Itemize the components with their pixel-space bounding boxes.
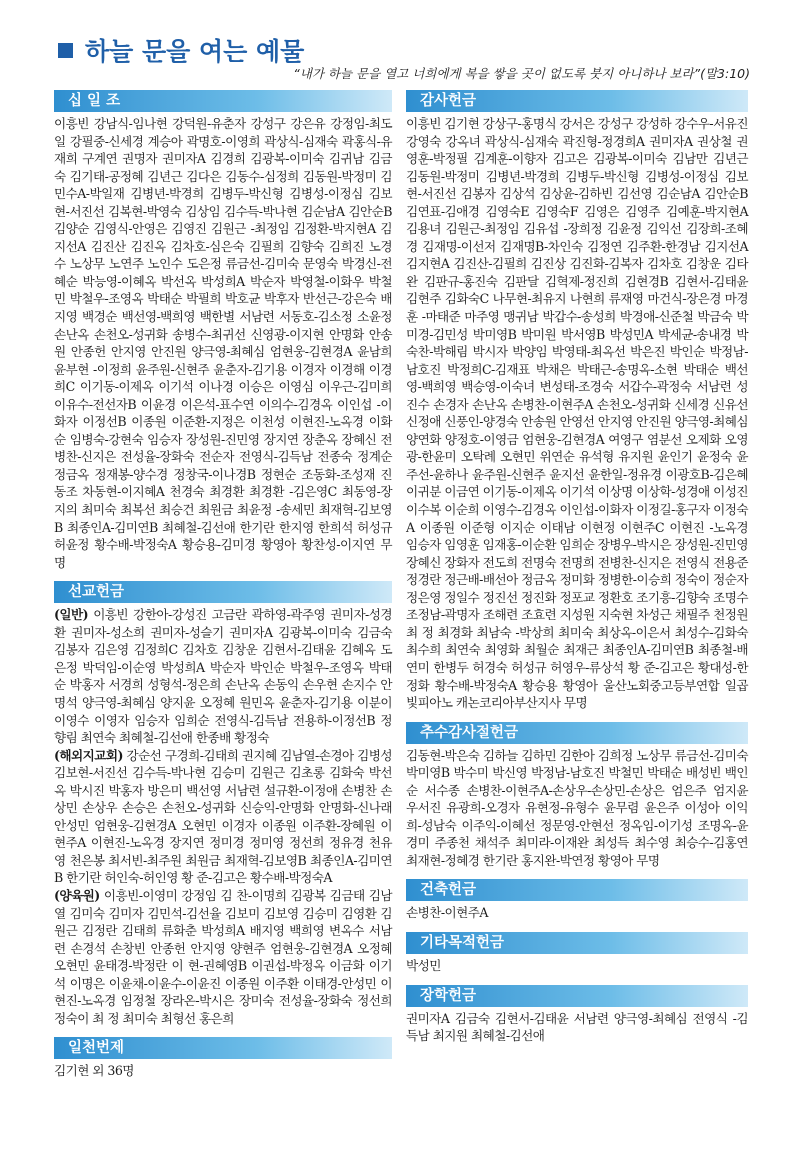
section-body-other-purpose: 박성민 xyxy=(406,957,441,973)
section-body-scholarship: 권미자A 김금숙 김현서-김태윤 서남련 양극영-최혜심 전영식 -김득남 최지원 최혜철-김선애 xyxy=(406,1010,748,1044)
mission-group-general xyxy=(54,606,392,746)
mission-group-orphanage xyxy=(54,887,392,1027)
section-other-purpose xyxy=(406,932,748,975)
group-text: 이흥빈-이영미 강정임 김 찬-이명희 김광복 김금태 김남열 김미숙 김미자 김민석-김선율 김보미 김보영 김승미 김영환 김원근 김정란 김태희 류화춘 박성희A 배지영 백희영 변옥수 서남련 손경석 손창빈 안종헌 안지영 양현주 엄현웅-김현경A 오정혜 오현민 윤태경-박정란 이 현-권혜영B 이권섭-박정옥 이금화 이기석 이명은 이윤채-이윤수-이윤진 이종원 이주환 이태경-안성민 이현진-노옥경 임정철 장라온-박시은 장미숙 전성율-장화숙 정선희 정숙이 최 정 최미숙 최형선 홍은희 xyxy=(54,887,392,1026)
group-label: (해외지교회) xyxy=(54,747,123,763)
section-building xyxy=(406,879,748,922)
section-header-tithe: 십 일 조 xyxy=(54,90,392,112)
section-body-burnt-offering: 김기현 외 36명 xyxy=(54,1063,134,1079)
section-burnt-offering xyxy=(54,1037,392,1080)
left-column xyxy=(54,90,392,1090)
section-header-scholarship: 장학헌금 xyxy=(406,985,748,1007)
scripture-verse: “내가 하늘 문을 열고 너희에게 복을 쌓을 곳이 없도록 붓지 아니하나 보라”(말3:10) xyxy=(293,66,750,81)
section-harvest xyxy=(406,722,748,870)
section-body-mission xyxy=(54,606,392,1027)
section-header-thanks: 감사헌금 xyxy=(406,90,748,112)
section-body-thanks: 이흥빈 김기현 강상구-홍명식 강서은 강성구 강성하 강수우-서유진 강영숙 강옥녀 곽상식-심재숙 곽진형-정경희A 권미자A 권상철 권영훈-박정필 김계훈-이향자 김고은 김광복-이미숙 김남만 김년근 김동원-박정미 김병년-박경희 김병두-박신형 김병성-이정심 김보현-서진선 김봉자 김상석 김상윤-김하빈 김선영 김순남A 김안순B 김연표-김애경 김영숙E 김영숙F 김영은 김영주 김예훈-박지현A 김용녀 김원근-최정임 김유섭 -장희정 김윤정 김익선 김장희-조혜경 김재명-이선저 김재명B-차인숙 김정연 김주환-한경남 김지선A 김지현A 김진산-김필희 김진상 김진화-김복자 김차호 김창운 김타완 김판규-홍진숙 김판달 김혁제-정진희 김현경B 김현서-김태윤 김현주 김화숙C 나무현-최유지 나현희 류재영 마건식-장은경 마경훈 -마태준 마주영 맹귀남 박갑수-송성희 박경애-신준철 박금숙 박미경-김민성 박미영B 박미원 박서영B 박성민A 박세균-송내경 박숙찬-박해림 박시자 박양임 박영태-최옥선 박은진 박인순 박정남-남호진 박정희C-김재표 박채은 박태근-송명옥-소현 박태순 백선영-백희영 백승영-이숙녀 변성태-조경숙 서갑수-곽정숙 서남련 성진수 손경자 손난옥 손병찬-이현주A 손천오-성귀화 신세경 신유선 신정애 신풍인-양경숙 안송원 안영선 안지영 안진원 양극영-최혜심 양연화 양정호-이영금 엄현웅-김현경A 여영구 염분선 오제화 오영광-한윤미 오탁례 오현민 위연순 유석형 유지원 윤인기 윤정숙 윤주선-윤하나 윤주원-신현주 윤지선 윤한일-정유경 이광호B-김은혜 이귀분 이금연 이기동-이제옥 이기석 이상명 이상학-성경애 이성진 이수복 이순희 이영수-김경옥 이인섭-이화자 이정길-홍구자 이정숙A 이종원 이준형 이지순 이태남 이현정 이현주C 이현진 -노옥경 임승자 임영훈 임재홍-이순환 임희순 장병우-박시은 장성원-진민영 장혜신 장화자 전도희 전명숙 전명희 전병찬-신지은 전영식 전용준 정경란 정근배-배선아 정금옥 정미화 정병한-이승희 정숙이 정순자 정은영 정일수 정진선 정진화 정포교 정환호 조기흥-김향숙 조명수 조정남-곽명자 조해련 조효련 지성원 지숙현 차성근 채필주 천정원 최 정 최경화 최남숙 -박상희 최미숙 최상옥-이은서 최성수-김화숙 최수희 최연숙 최영화 최월순 최재근 최종인A-김미연B 최종철-배연미 한병두 허경숙 허성규 허영우-류상석 황 준-김고은 황대성-한정화 황수배-박정숙A 황승용 황영아 울산노회중고등부연합 일곱빛피아노 캐논코리아부산지사 무명 xyxy=(406,116,749,711)
section-body-tithe: 이흥빈 강남식-임나현 강덕원-유춘자 강성구 강은유 강정임-최도일 강필중-신세경 계승아 곽명호-이영희 곽상식-심재숙 곽홍식-유재희 구계연 권명자 권미자A 김경희 김광복-이미숙 김귀남 김금숙 김기태-공정혜 김년근 김다은 김동수-심정희 김동원-박정미 김민수A-박일재 김병년-박경희 김병두-박신형 김병성-이정심 김보현-서진선 김복현-박영숙 김상임 김수득-박나현 김순남A 김안순B 김양순 김영식-안영은 김영진 김원근 -최정임 김정환-박지현A 김지선A 김진산 김진옥 김차호-심은숙 김필희 김향숙 김희진 노경수 노상무 노연주 노인수 도은정 류금선-김미숙 문영숙 박경신-전혜순 박능영-이혜옥 박선옥 박성희A 박순자 박영철-이화우 박철민 박철우-조영옥 박태순 박필희 박호균 박후자 반선근-강은숙 배지영 백경순 백선영-백희영 백한별 서남련 서동호-김소정 소윤정 손난옥 손천오-성귀화 송병수-최귀선 신영광-이지현 안명화 안송원 안종헌 안지영 안진원 양극영-최혜심 엄현웅-김현경A 윤남희 윤부현 -이정희 윤주원-신현주 윤춘자-김기용 이경자 이경해 이경희C 이기동-이제옥 이기석 이나경 이승은 이영심 이우근-김미희 이유수-전선자B 이윤경 이은석-표수연 이의수-김경옥 이인섭 -이화자 이정선B 이종원 이준환-지정은 이천성 이현진-노옥경 이화순 임병숙-강현숙 임승자 장성원-진민영 장지연 장춘옥 장혜신 전병찬-신지은 전성율-장화숙 전순자 전영식-김득남 전종숙 정계순 정금옥 정재봉-양수경 정창국-이나경B 정현순 조동화-조성재 진동조 차동현-이지혜A 천경숙 최경환 최경환 -김은영C 최동영-장지의 최미숙 최복선 최승건 최원금 최윤정 -송세민 최재혁-김보영B 최종인A-김미연B 최혜철-김선애 한기란 한지영 한희석 허성규 허윤정 황수배-박정숙A 황승용-김미경 황영아 황찬성-이지연 무명 xyxy=(54,116,392,570)
section-body-building: 손병찬-이현주A xyxy=(406,905,488,921)
group-text: 이흥빈 강한아-강성진 고금란 곽하영-곽주영 권미자-성경환 권미자-성소희 권미자-성슬기 권미자A 김광복-이미숙 김금숙 김봉자 김은영 김정희C 김차호 김창운 김현서-김태윤 김혜옥 도은정 박덕임-이순영 박성희A 박순자 박인순 박철우-조영옥 박태순 박홍자 서경희 성형석-정은희 손난옥 손동익 손우현 손지수 안명석 양극영-최혜심 양지윤 오정혜 원민옥 윤춘자-김기용 이분이 이영수 이영자 임승자 임희순 전영식-김득남 전용하-이정선B 정향림 최연숙 최혜철-김선애 한종배 황정숙 xyxy=(54,607,392,746)
square-bullet-icon xyxy=(58,43,73,58)
section-header-burnt-offering: 일천번제 xyxy=(54,1037,392,1059)
page-title-text: 하늘 문을 여는 예물 xyxy=(85,37,305,66)
section-scholarship xyxy=(406,985,748,1045)
section-tithe xyxy=(54,90,392,571)
section-header-mission: 선교헌금 xyxy=(54,581,392,603)
right-column xyxy=(406,90,748,1055)
mission-group-overseas xyxy=(54,747,392,887)
section-thanks xyxy=(406,90,748,712)
section-header-other-purpose: 기타목적헌금 xyxy=(406,932,748,954)
group-text: 강순선 구경희-김태희 권지혜 김남열-손경아 김병성 김보현-서진선 김수득-박나현 김승미 김원근 김초롱 김화숙 박선옥 박시진 박홍자 방은미 백선영 서남련 설규환-이정애 손병찬 손상민 손상우 손승은 손천오-성귀화 신승익-안명화 안명화-신나래 안성민 엄현웅-김현경A 오현민 이경자 이종원 이주환-장혜원 이현주A 이현진-노옥경 장지연 정미경 정미영 정선희 정유경 천유영 천은봉 최서빈-최주원 최원금 최재혁-김보영B 최종인A-김미연B 한기란 허인숙-허인영 황 준-김고은 황수배-박정숙A xyxy=(54,747,392,886)
section-header-harvest: 추수감사절헌금 xyxy=(406,722,748,744)
section-body-harvest: 김동현-박은숙 김하늘 김하민 김한아 김희정 노상무 류금선-김미숙 박미영B 박수미 박신영 박정남-남호진 박철민 박태순 배성빈 백인순 서수종 손병찬-이현주A-손상우-손상민-손상은 엄은주 엄지윤 우서진 유광희-오경자 유현정-유형수 윤무렴 윤은주 이성아 이익희-성남숙 이주익-이혜선 정문영-안현선 정옥임-이기성 조명옥-윤경미 주종천 채석주 최미라-이재완 최성득 최수영 최승수-김홍연 최재현-정혜경 한기란 홍지완-박연정 황영아 무명 xyxy=(406,747,748,868)
section-header-building: 건축헌금 xyxy=(406,879,748,901)
group-label: (양육원) xyxy=(54,887,100,903)
page-title xyxy=(58,32,304,68)
section-mission xyxy=(54,581,392,1027)
group-label: (일반) xyxy=(54,607,89,623)
